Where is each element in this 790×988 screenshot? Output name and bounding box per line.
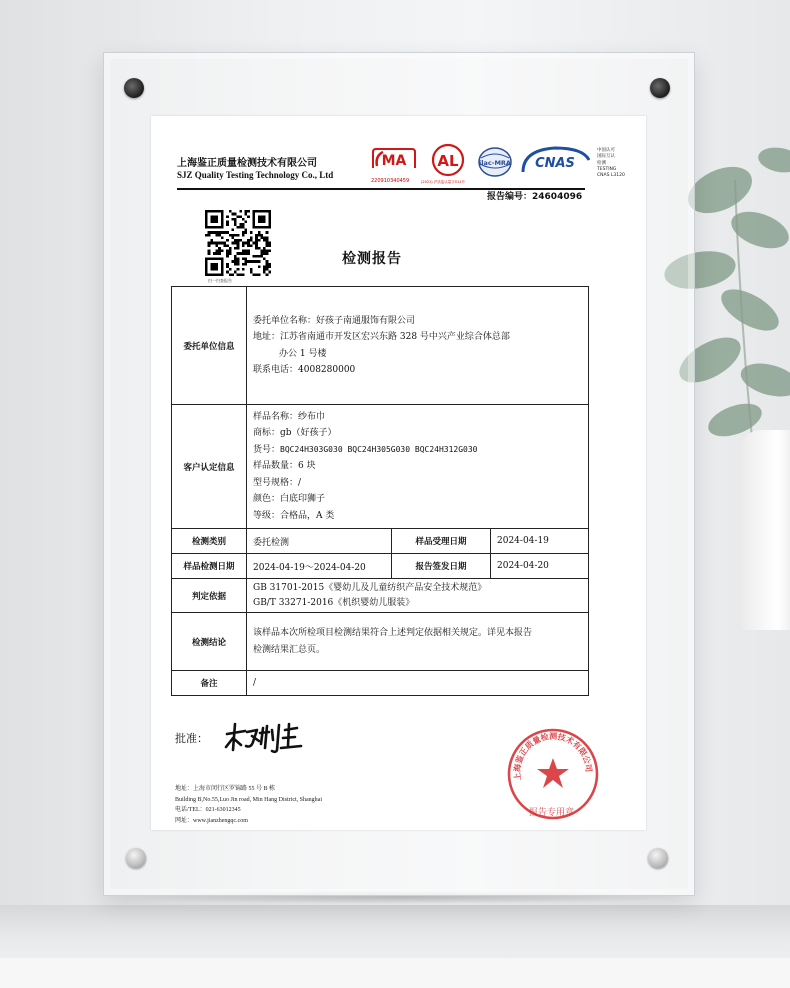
conclusion-cell (247, 613, 589, 671)
test-date-row (172, 554, 589, 579)
conclusion-row (172, 613, 589, 671)
test-date-label: 样品检测日期 (172, 554, 247, 579)
customer-row (172, 405, 589, 529)
footer-address-en: Building B,No.55,Luo Jin road, Min Hang District, Shanghai (175, 796, 322, 803)
test-report-document (151, 116, 646, 830)
seal-ring-text: 上海鉴正质量检测技术有限公司 (512, 731, 594, 781)
conclusion-line1: 该样品本次所检项目检测结果符合上述判定依据相关规定。详见本报告 (253, 628, 533, 638)
conclusion-label: 检测结论 (172, 613, 247, 671)
basis-cell (247, 579, 589, 613)
cal-logo-icon (429, 144, 467, 178)
footer-contact (175, 784, 322, 826)
cnas-line: TESTING (597, 166, 617, 172)
footer-phone: 电话/TEL：021-63012345 (175, 807, 241, 814)
phone-value: 4008280000 (298, 365, 356, 375)
address-line2: 办公 1 号楼 (279, 348, 327, 359)
issue-date-value: 2024-04-20 (491, 554, 589, 579)
basis-standard-2: GB/T 33271-2016《机织婴幼儿服装》 (253, 597, 415, 608)
screw-bottom-left (126, 848, 146, 868)
client-name: 好孩子南通服饰有限公司 (316, 315, 416, 326)
brand-label: 商标： (253, 428, 281, 439)
brand-value: gb（好孩子） (280, 428, 337, 439)
vase (742, 430, 790, 630)
svg-text:ilac-MRA: ilac-MRA (479, 159, 511, 167)
signature-icon (223, 720, 303, 756)
model-label: 型号规格： (253, 477, 299, 488)
address-label: 地址： (253, 332, 281, 342)
report-number-label: 报告编号： (487, 192, 533, 202)
test-date-value: 2024-04-19～2024-04-20 (247, 554, 392, 579)
remarks-value: / (247, 671, 589, 696)
quantity-value: 6 块 (298, 461, 316, 472)
screw-bottom-right (648, 848, 668, 868)
client-row (172, 287, 589, 405)
footer-address-cn: 地址：上海市闵行区罗锦路 55 号 B 栋 (175, 786, 276, 792)
remarks-row (172, 671, 589, 696)
item-number-label: 货号： (253, 444, 281, 455)
receive-date-value: 2024-04-19 (491, 529, 589, 554)
address-line1: 江苏省南通市开发区宏兴东路 328 号中兴产业综合体总部 (280, 332, 510, 342)
conclusion-line2: 检测结果汇总页。 (253, 644, 326, 655)
report-number-value: 24604096 (532, 192, 583, 202)
grade-label: 等级： (253, 510, 281, 521)
phone-label: 联系电话： (253, 365, 299, 375)
remarks-label: 备注 (172, 671, 247, 696)
test-type-value: 委托检测 (247, 529, 392, 554)
shelf-edge (0, 958, 790, 988)
test-type-label: 检测类别 (172, 529, 247, 554)
basis-standard-1: GB 31701-2015《婴幼儿及儿童纺织产品安全技术规范》 (253, 582, 487, 593)
qr-code-icon (205, 210, 271, 276)
screw-top-right (650, 78, 670, 98)
color-value: 白底印狮子 (280, 494, 326, 505)
basis-row (172, 579, 589, 613)
footer-website: 网址：www.jianzhengqc.com (175, 817, 248, 824)
approval-label: 批准： (175, 732, 208, 745)
customer-info-cell (247, 405, 589, 529)
client-info-cell (247, 287, 589, 405)
test-type-row (172, 529, 589, 554)
report-number (487, 189, 582, 202)
cnas-line: 国际互认 (597, 154, 615, 160)
grade-value: 合格品，A 类 (280, 510, 335, 521)
cnas-accreditation-text (597, 148, 625, 179)
cma-logo-icon (369, 146, 419, 178)
cnas-line: 中国认可 (597, 148, 615, 153)
seal-center-text: 报告专用章 (529, 808, 575, 818)
quantity-label: 样品数量： (253, 461, 299, 472)
customer-section-label: 客户认定信息 (172, 405, 247, 529)
receive-date-label: 样品受理日期 (392, 529, 491, 554)
model-value: / (298, 477, 302, 488)
cma-number: 220910340459 (371, 178, 410, 184)
sample-name: 纱布巾 (298, 411, 326, 422)
svg-text:MA: MA (381, 153, 407, 169)
company-name-en: SJZ Quality Testing Technology Co., Ltd (177, 170, 334, 180)
cnas-logo-icon (519, 144, 593, 178)
svg-text:CNAS: CNAS (535, 156, 575, 171)
color-label: 颜色： (253, 494, 281, 505)
company-name-cn: 上海鉴正质量检测技术有限公司 (177, 158, 317, 169)
cnas-line: 检测 (597, 160, 606, 166)
client-section-label: 委托单位信息 (172, 287, 247, 405)
screw-top-left (124, 78, 144, 98)
svg-text:AL: AL (437, 152, 459, 170)
document-title: 检测报告 (342, 251, 402, 267)
cnas-line: CNAS L3120 (597, 173, 625, 179)
item-numbers: BQC24H303G030 BQC24H305G030 BQC24H312G030 (280, 444, 478, 454)
qr-caption: 扫一扫查报告 (208, 278, 232, 283)
client-name-label: 委托单位名称： (253, 315, 317, 326)
sample-name-label: 样品名称： (253, 411, 299, 422)
basis-label: 判定依据 (172, 579, 247, 613)
issue-date-label: 报告签发日期 (392, 554, 491, 579)
cal-number: (2021) 沪质监认量字011号 (421, 180, 465, 184)
ilac-mra-logo-icon (476, 146, 514, 180)
report-table (171, 286, 589, 696)
